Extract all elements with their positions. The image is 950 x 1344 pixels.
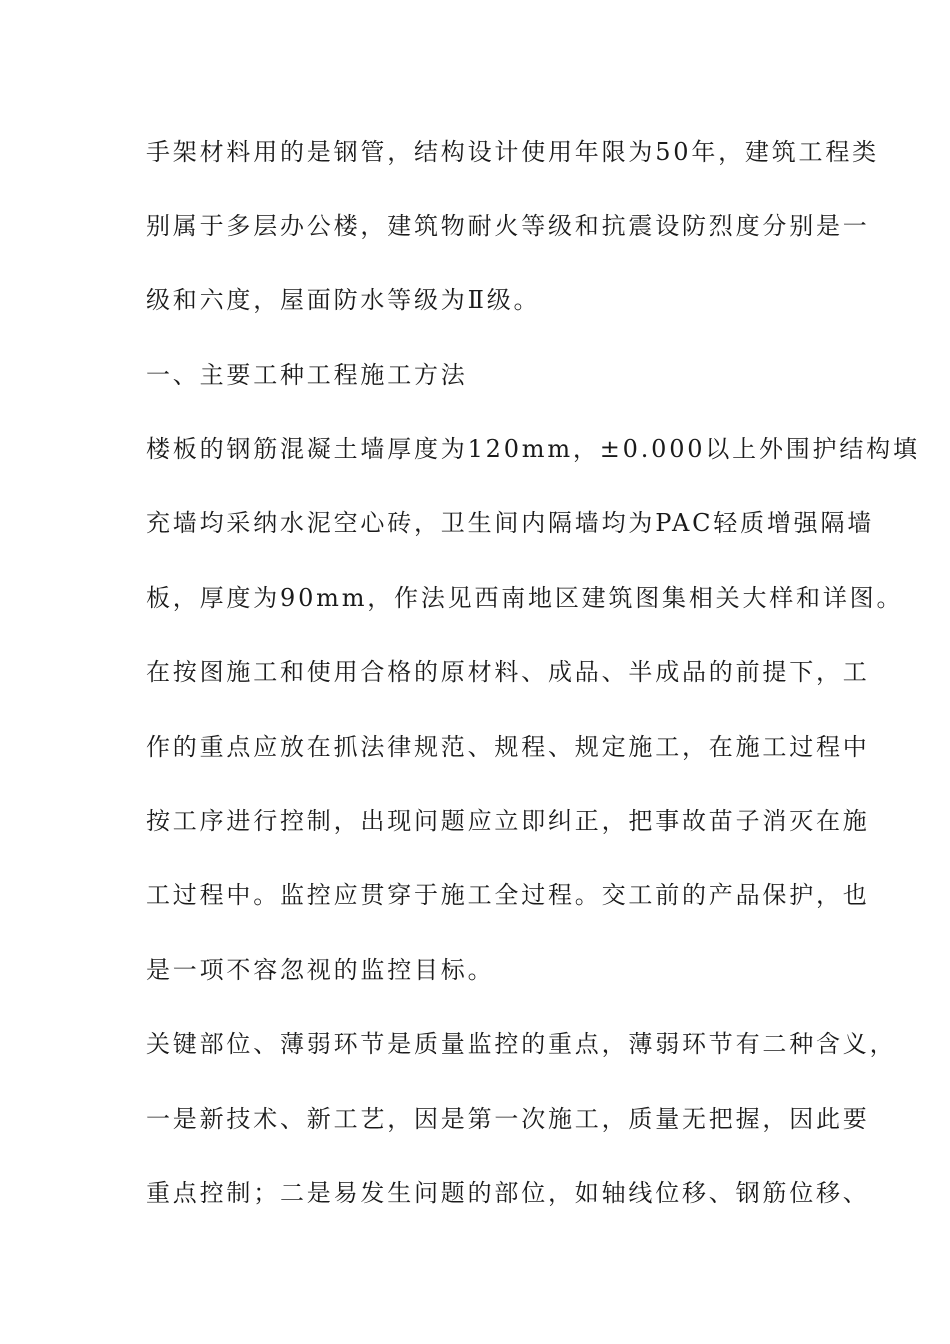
paragraph-line: 按工序进行控制，出现问题应立即纠正，把事故苗子消灭在施: [146, 807, 870, 835]
section-heading: 一、主要工种工程施工方法: [146, 361, 468, 389]
paragraph-line: 是一项不容忽视的监控目标。: [146, 956, 495, 984]
paragraph-line: 作的重点应放在抓法律规范、规程、规定施工，在施工过程中: [146, 733, 870, 761]
paragraph-line: 充墙均采纳水泥空心砖，卫生间内隔墙均为PAC轻质增强隔墙: [146, 509, 875, 537]
paragraph-line: 手架材料用的是钢管，结构设计使用年限为50年，建筑工程类: [146, 138, 879, 166]
paragraph-line: 重点控制；二是易发生问题的部位，如轴线位移、钢筋位移、: [146, 1179, 870, 1207]
paragraph-line: 一是新技术、新工艺，因是第一次施工，质量无把握，因此要: [146, 1105, 870, 1133]
paragraph-line: 楼板的钢筋混凝土墙厚度为120mm，±0.000以上外围护结构填: [146, 435, 920, 463]
paragraph-line: 别属于多层办公楼，建筑物耐火等级和抗震设防烈度分别是一: [146, 212, 870, 240]
paragraph-line: 在按图施工和使用合格的原材料、成品、半成品的前提下，工: [146, 658, 870, 686]
paragraph-line: 级和六度，屋面防水等级为Ⅱ级。: [146, 286, 541, 314]
paragraph-line: 板，厚度为90mm，作法见西南地区建筑图集相关大样和详图。: [146, 584, 904, 612]
paragraph-line: 工过程中。监控应贯穿于施工全过程。交工前的产品保护，也: [146, 881, 870, 909]
paragraph-line: 关键部位、薄弱环节是质量监控的重点，薄弱环节有二种含义，: [146, 1030, 897, 1058]
